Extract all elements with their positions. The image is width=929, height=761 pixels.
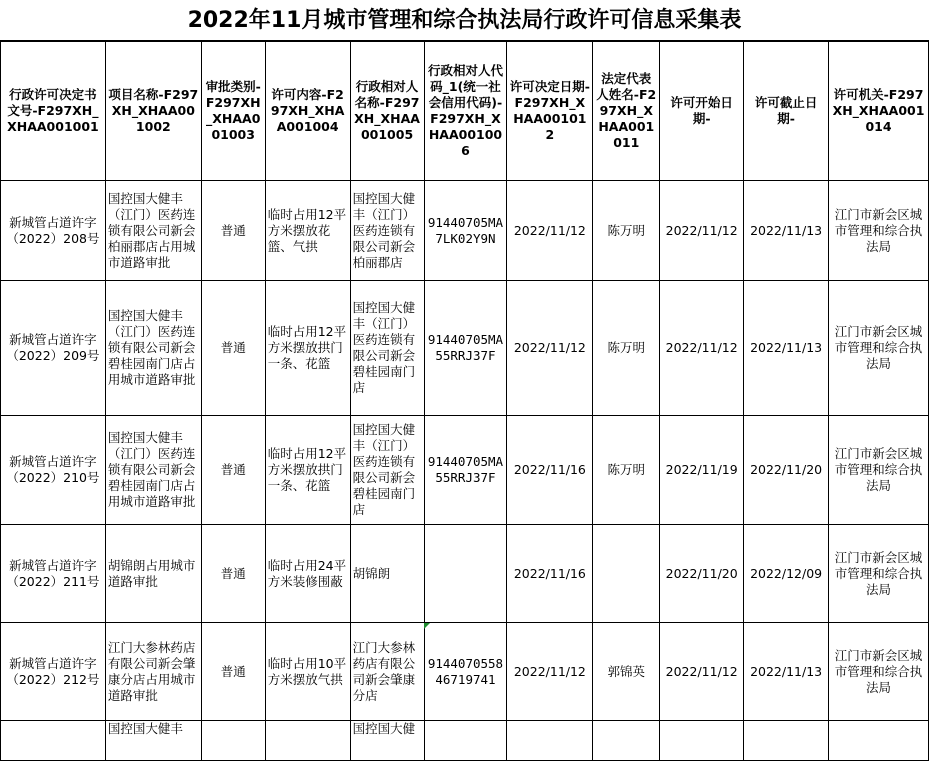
table-cell[interactable]: 国控国大健丰（江门）医药连锁有限公司新会柏丽郡店	[350, 181, 424, 281]
table-cell[interactable]: 2022/11/13	[744, 281, 829, 416]
table-cell[interactable]: 国控国大健	[350, 721, 424, 761]
table-row	[1, 525, 929, 623]
header-cell[interactable]: 审批类别-F297XH_XHAA001003	[201, 42, 265, 181]
table-cell[interactable]: 2022/11/12	[660, 281, 744, 416]
table-cell[interactable]: 普通	[201, 181, 265, 281]
table-cell[interactable]: 陈万明	[593, 416, 660, 525]
table-cell[interactable]: 2022/11/12	[660, 623, 744, 721]
table-cell[interactable]: 2022/11/16	[507, 525, 593, 623]
table-cell[interactable]: 2022/11/12	[507, 181, 593, 281]
table-cell[interactable]: 2022/11/13	[744, 181, 829, 281]
table-cell[interactable]: 江门市新会区城市管理和综合执法局	[829, 623, 929, 721]
table-cell[interactable]: 2022/11/19	[660, 416, 744, 525]
table-cell[interactable]: 临时占用12平方米摆放花篮、气拱	[265, 181, 350, 281]
header-cell[interactable]: 许可机关-F297XH_XHAA001014	[829, 42, 929, 181]
table-cell[interactable]: 2022/11/12	[507, 281, 593, 416]
header-row	[1, 42, 929, 181]
table-cell[interactable]: 江门市新会区城市管理和综合执法局	[829, 181, 929, 281]
table-cell[interactable]	[507, 721, 593, 761]
table-row	[1, 181, 929, 281]
table-cell[interactable]: 2022/11/16	[507, 416, 593, 525]
header-cell[interactable]: 行政相对人名称-F297XH_XHAA001005	[350, 42, 424, 181]
table-cell[interactable]: 国控国大健丰（江门）医药连锁有限公司新会柏丽郡店占用城市道路审批	[105, 181, 201, 281]
table-row	[1, 623, 929, 721]
table-cell[interactable]: 91440705MA7LK02Y9N	[424, 181, 507, 281]
table-cell[interactable]: 江门市新会区城市管理和综合执法局	[829, 416, 929, 525]
table-cell[interactable]: 新城管占道许字（2022）209号	[1, 281, 106, 416]
table-cell[interactable]: 普通	[201, 281, 265, 416]
table-cell[interactable]	[424, 525, 507, 623]
table-cell[interactable]: 国控国大健丰（江门）医药连锁有限公司新会碧桂园南门店	[350, 281, 424, 416]
table-row	[1, 416, 929, 525]
header-cell[interactable]: 行政相对人代码_1(统一社会信用代码)-F297XH_XHAA001006	[424, 42, 507, 181]
table-cell[interactable]: 2022/11/20	[660, 525, 744, 623]
table-cell[interactable]: 国控国大健丰（江门）医药连锁有限公司新会碧桂园南门店占用城市道路审批	[105, 416, 201, 525]
table-cell[interactable]	[829, 721, 929, 761]
header-cell[interactable]: 行政许可决定书文号-F297XH_XHAA001001	[1, 42, 106, 181]
table-cell[interactable]: 新城管占道许字（2022）212号	[1, 623, 106, 721]
table-cell[interactable]: 国控国大健丰（江门）医药连锁有限公司新会碧桂园南门店	[350, 416, 424, 525]
table-cell[interactable]: 临时占用10平方米摆放气拱	[265, 623, 350, 721]
table-cell[interactable]: 普通	[201, 623, 265, 721]
table-cell[interactable]: 新城管占道许字（2022）210号	[1, 416, 106, 525]
table-cell[interactable]: 2022/12/09	[744, 525, 829, 623]
header-cell[interactable]: 法定代表人姓名-F297XH_XHAA001011	[593, 42, 660, 181]
table-cell[interactable]: 新城管占道许字（2022）211号	[1, 525, 106, 623]
table-cell[interactable]	[660, 721, 744, 761]
table-cell[interactable]: 2022/11/12	[660, 181, 744, 281]
table-cell[interactable]	[593, 525, 660, 623]
table-cell[interactable]: 普通	[201, 416, 265, 525]
header-cell[interactable]: 许可决定日期-F297XH_XHAA001012	[507, 42, 593, 181]
table-cell[interactable]: 临时占用12平方米摆放拱门一条、花篮	[265, 281, 350, 416]
table-cell[interactable]	[593, 721, 660, 761]
table-cell[interactable]	[1, 721, 106, 761]
table-cell[interactable]: 914407055846719741	[424, 623, 507, 721]
table-row	[1, 281, 929, 416]
table-cell[interactable]	[201, 721, 265, 761]
table-row	[1, 721, 929, 761]
table-cell[interactable]: 2022/11/20	[744, 416, 829, 525]
table-cell[interactable]	[265, 721, 350, 761]
table-cell[interactable]: 江门市新会区城市管理和综合执法局	[829, 281, 929, 416]
table-cell[interactable]: 胡锦朗占用城市道路审批	[105, 525, 201, 623]
table-cell[interactable]: 江门大参林药店有限公司新会肇康分店占用城市道路审批	[105, 623, 201, 721]
table-cell[interactable]: 91440705MA55RRJ37F	[424, 281, 507, 416]
table-cell[interactable]: 新城管占道许字（2022）208号	[1, 181, 106, 281]
table-cell[interactable]: 江门市新会区城市管理和综合执法局	[829, 525, 929, 623]
cell-comment-marker-icon	[424, 623, 430, 629]
header-cell[interactable]: 许可开始日期-	[660, 42, 744, 181]
table-cell[interactable]	[424, 721, 507, 761]
table-cell[interactable]: 江门大参林药店有限公司新会肇康分店	[350, 623, 424, 721]
sheet-title: 2022年11月城市管理和综合执法局行政许可信息采集表	[0, 0, 929, 41]
table-cell[interactable]: 临时占用12平方米摆放拱门一条、花篮	[265, 416, 350, 525]
table-cell[interactable]: 2022/11/12	[507, 623, 593, 721]
table-cell[interactable]: 陈万明	[593, 181, 660, 281]
table-cell[interactable]: 2022/11/13	[744, 623, 829, 721]
table-cell[interactable]: 郭锦英	[593, 623, 660, 721]
table-cell[interactable]: 临时占用24平方米装修围蔽	[265, 525, 350, 623]
table-cell[interactable]	[744, 721, 829, 761]
table-cell[interactable]: 普通	[201, 525, 265, 623]
table-cell[interactable]: 陈万明	[593, 281, 660, 416]
permit-table	[0, 41, 929, 761]
header-cell[interactable]: 许可截止日期-	[744, 42, 829, 181]
table-cell[interactable]: 国控国大健丰	[105, 721, 201, 761]
table-cell[interactable]: 国控国大健丰（江门）医药连锁有限公司新会碧桂园南门店占用城市道路审批	[105, 281, 201, 416]
header-cell[interactable]: 项目名称-F297XH_XHAA001002	[105, 42, 201, 181]
table-cell[interactable]: 91440705MA55RRJ37F	[424, 416, 507, 525]
header-cell[interactable]: 许可内容-F297XH_XHAA001004	[265, 42, 350, 181]
table-cell[interactable]: 胡锦朗	[350, 525, 424, 623]
